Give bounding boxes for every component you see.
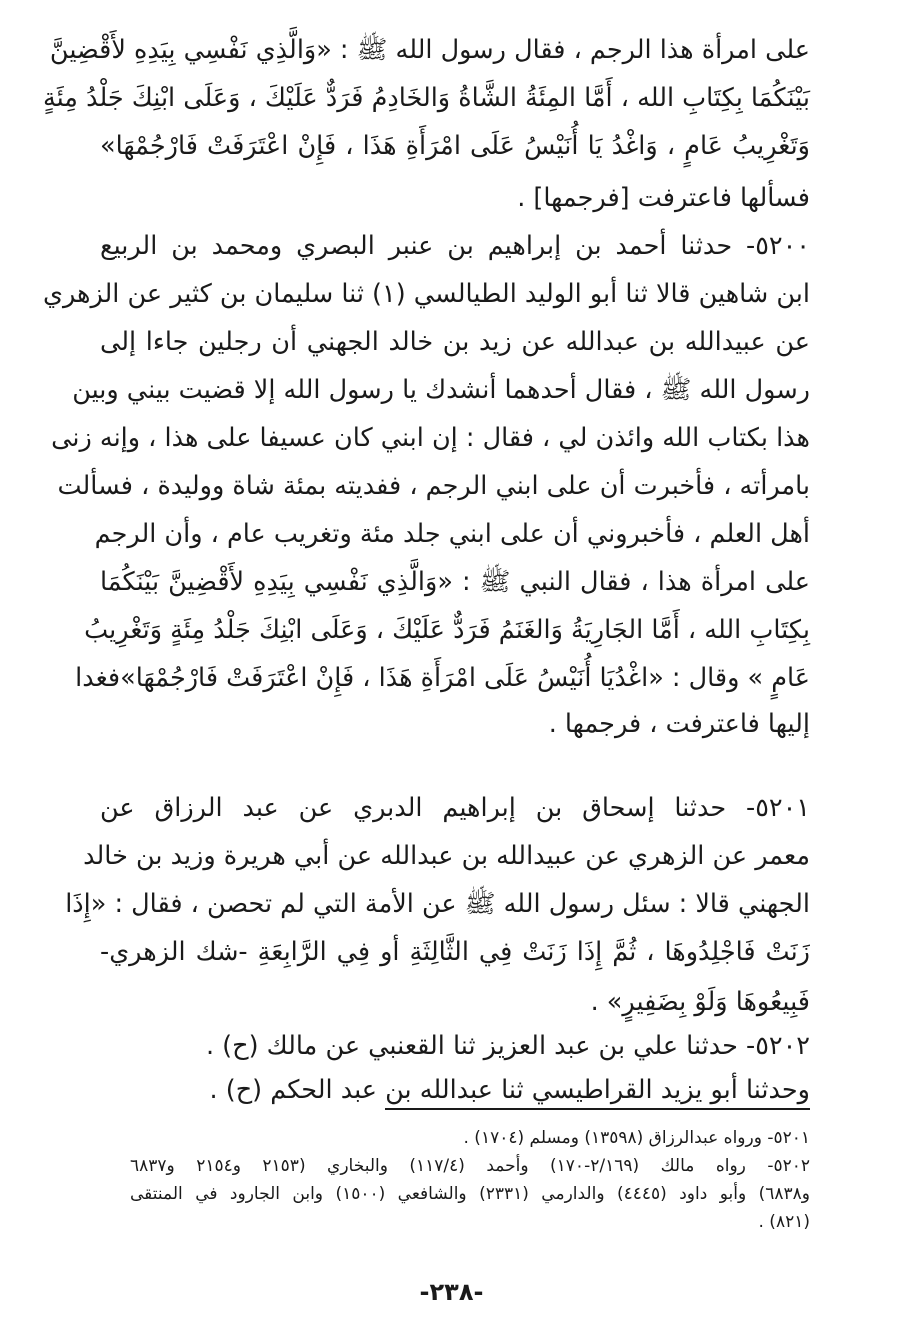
text-line: أهل العلم ، فأخبروني أن على ابني جلد مئة وتغريب عام ، وأن الرجم — [94, 519, 810, 549]
footnote-line: و٦٨٣٨) وأبو داود (٤٤٤٥) والدارمي (٢٣٣١) والشافعي (١٥٠٠) وابن الجارود في المنتقى — [130, 1184, 810, 1204]
text-line: على امرأة هذا الرجم ، فقال رسول الله ﷺ : «وَالَّذِي نَفْسِي بِيَدِهِ لأَقْضِينَّ — [49, 35, 810, 65]
text-line: وحدثنا أبو يزيد القراطيسي ثنا عبدالله بن عبد الحكم (ح) . — [209, 1075, 810, 1105]
footnote-line: (٨٢١) . — [758, 1212, 810, 1232]
text-line: إليها فاعترفت ، فرجمها . — [548, 709, 810, 739]
text-line: فَبِيعُوهَا وَلَوْ بِضَفِيرٍ» . — [590, 987, 810, 1017]
text-line: معمر عن الزهري عن عبيدالله بن عبدالله عن أبي هريرة وزيد بن خالد — [83, 841, 810, 871]
text-line: ٥٢٠٢- حدثنا علي بن عبد العزيز ثنا القعنبي عن مالك (ح) . — [205, 1031, 810, 1061]
text-line: بِكِتَابِ الله ، أَمَّا الجَارِيَةُ وَالغَنَمُ فَرَدٌّ عَلَيْكَ ، وَعَلَى ابْنِكَ جَلْدُ مِئَةٍ وَتَغْرِيبُ — [84, 615, 810, 645]
text-line: هذا بكتاب الله وائذن لي ، فقال : إن ابني كان عسيفا على هذا ، وإنه زنى — [51, 423, 810, 453]
text-line: الجهني قالا : سئل رسول الله ﷺ عن الأمة التي لم تحصن ، فقال : «إِذَا — [65, 889, 810, 919]
text-line: بامرأته ، فأخبرت أن على ابني الرجم ، ففديته بمئة شاة ووليدة ، فسألت — [57, 471, 810, 501]
text-line: بَيْنَكُمَا بِكِتَابِ الله ، أَمَّا المِئَةُ الشَّاةُ وَالخَادِمُ فَرَدٌّ عَلَيْكَ ، وَعَلَى ابْنِكَ جَلْدُ مِئَةٍ — [42, 83, 810, 113]
text-line: عن عبيدالله بن عبدالله عن زيد بن خالد الجهني أن رجلين جاءا إلى — [100, 327, 810, 357]
text-line: عَامٍ » وقال : «اغْدُيَا أُنَيْسُ عَلَى امْرَأَةِ هَذَا ، فَإِنْ اعْتَرَفَتْ فَارْجُمْهَا»فغدا — [75, 663, 810, 693]
text-line: فسألها فاعترفت [فرجمها] . — [517, 183, 810, 213]
text-line: رسول الله ﷺ ، فقال أحدهما أنشدك يا رسول الله إلا قضيت بيني وبين — [72, 375, 810, 405]
text-line: ٥٢٠٠- حدثنا أحمد بن إبراهيم بن عنبر البصري ومحمد بن الربيع — [100, 231, 810, 261]
footnote-line: ٥٢٠٢- رواه مالك (٢/١٦٩-١٧٠) وأحمد (١١٧/٤) والبخاري (٢١٥٣ و٢١٥٤ و٦٨٣٧ — [130, 1156, 810, 1176]
text-line: ابن شاهين قالا ثنا أبو الوليد الطيالسي (١) ثنا سليمان بن كثير عن الزهري — [42, 279, 810, 309]
page-number: -٢٣٨- — [419, 1278, 484, 1306]
text-line: ٥٢٠١- حدثنا إسحاق بن إبراهيم الدبري عن عبد الرزاق عن — [100, 793, 810, 823]
text-line: على امرأة هذا ، فقال النبي ﷺ : «وَالَّذِي نَفْسِي بِيَدِهِ لأَقْضِينَّ بَيْنَكُمَا — [100, 567, 810, 597]
text-line: زَنَتْ فَاجْلِدُوهَا ، ثُمَّ إِذَا زَنَتْ فِي الثَّالِثَةِ أو فِي الرَّابِعَةِ -شك الزهري- — [100, 937, 810, 967]
footnote-line: ٥٢٠١- ورواه عبدالرزاق (١٣٥٩٨) ومسلم (١٧٠٤) . — [463, 1128, 810, 1148]
footnote-separator — [385, 1108, 810, 1110]
text-line: وَتَغْرِيبُ عَامٍ ، وَاغْدُ يَا أُنَيْسُ عَلَى امْرَأَةِ هَذَا ، فَإِنْ اعْتَرَفَتْ فَارْجُمْهَا» — [100, 131, 810, 161]
